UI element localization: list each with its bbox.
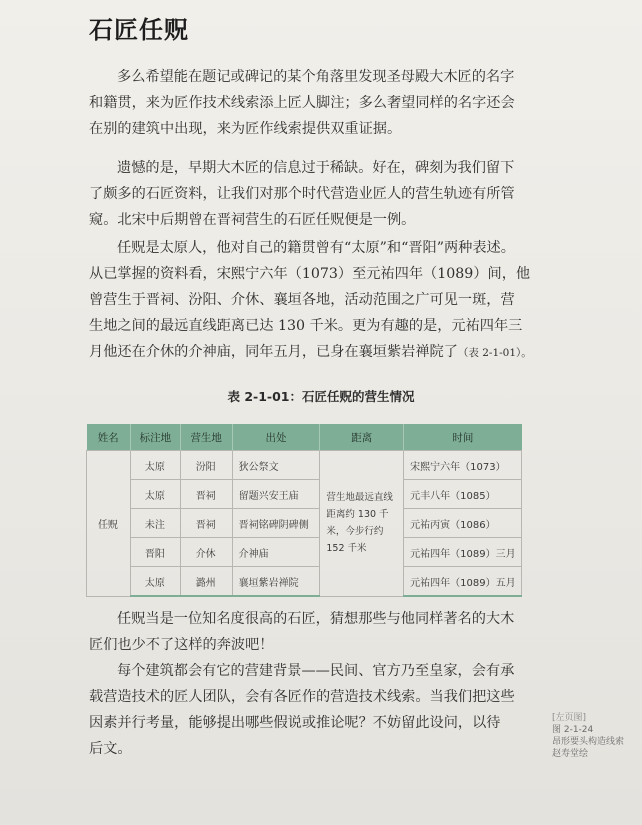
time-cell: 宋熙宁六年（1073） <box>404 451 522 480</box>
label-place-cell: 太原 <box>130 480 180 509</box>
work-place-cell: 汾阳 <box>180 451 232 480</box>
time-cell: 元祐四年（1089）五月 <box>404 567 522 597</box>
paragraph-line: 后文。 <box>89 741 132 757</box>
column-header: 姓名 <box>87 424 131 451</box>
time-cell: 元祐丙寅（1086） <box>404 509 522 538</box>
table-row <box>87 509 522 538</box>
name-cell: 任贶 <box>87 451 131 597</box>
figure-tag: [左页图] <box>552 713 587 723</box>
work-place-cell: 晋祠 <box>180 509 232 538</box>
paragraph-3 <box>89 235 537 366</box>
source-cell: 狄公祭文 <box>232 451 320 480</box>
figure-number: 图 2-1-24 <box>552 725 594 735</box>
label-place-cell: 太原 <box>130 567 180 597</box>
label-place-cell: 太原 <box>130 451 180 480</box>
paragraph-line: 任贶是太原人，他对自己的籍贯曾有“太原”和“晋阳”两种表述。 <box>117 240 515 256</box>
paragraph-line: 了颇多的石匠资料，让我们对那个时代营造业匠人的营生轨迹有所管 <box>89 186 515 202</box>
label-place-cell: 晋阳 <box>130 538 180 567</box>
source-cell: 襄垣紫岩禅院 <box>232 567 320 597</box>
table-row <box>87 538 522 567</box>
table-row <box>87 567 522 597</box>
paragraph-line: 多么希望能在题记或碑记的某个角落里发现圣母殿大木匠的名字 <box>117 69 515 85</box>
column-header: 出处 <box>232 424 320 451</box>
paragraph-line: 载营造技术的匠人团队，会有各匠作的营造技术线索。当我们把这些 <box>89 689 515 705</box>
time-cell: 元丰八年（1085） <box>404 480 522 509</box>
table-reference: （表 2-1-01）。 <box>457 347 532 359</box>
paragraph-line: 曾营生于晋祠、汾阳、介休、襄垣各地，活动范围之广可见一斑，营 <box>89 292 515 308</box>
column-header: 时间 <box>404 424 522 451</box>
paragraph-line: 因素并行考量，能够提出哪些假说或推论呢？不妨留此设问，以待 <box>89 715 501 731</box>
paragraph-line: 和籍贯，来为匠作技术线索添上匠人脚注；多么奢望同样的名字还会 <box>89 95 515 111</box>
work-place-cell: 介休 <box>180 538 232 567</box>
paragraph-line: 窥。北宋中后期曾在晋祠营生的石匠任贶便是一例。 <box>89 212 416 228</box>
table-title: 表 2-1-01：石匠任贶的营生情况 <box>227 389 415 404</box>
source-cell: 介神庙 <box>232 538 320 567</box>
paragraph-1 <box>89 64 537 142</box>
figure-title: 昂形要头构造线索 <box>552 737 625 747</box>
paragraph-line-text: 月他还在介休的介神庙，同年五月，已身在襄垣紫岩禅院了 <box>89 344 458 360</box>
work-place-cell: 晋祠 <box>180 480 232 509</box>
paragraph-line: 从已掌握的资料看，宋熙宁六年（1073）至元祐四年（1089）间，他 <box>89 266 531 282</box>
work-place-cell: 潞州 <box>180 567 232 597</box>
table-row <box>87 480 522 509</box>
paragraph-line: 匠们也少不了这样的奔波吧！ <box>89 637 274 653</box>
label-place-cell: 未注 <box>130 509 180 538</box>
paragraph-2 <box>89 155 537 233</box>
paragraph-line <box>89 339 537 366</box>
paragraph-line: 遗憾的是，早期大木匠的信息过于稀缺。好在，碑刻为我们留下 <box>117 160 515 176</box>
column-header: 标注地 <box>130 424 180 451</box>
table-header-row <box>87 424 522 451</box>
table-row <box>87 451 522 480</box>
paragraph-line: 生地之间的最远直线距离已达 130 千米。更为有趣的是，元祐四年三 <box>89 318 523 334</box>
paragraph-5 <box>89 658 537 762</box>
section-title: 石匠任贶 <box>89 16 189 44</box>
distance-cell: 营生地最远直线距离约 130 千米，今步行约 152 千米 <box>320 451 404 597</box>
time-cell: 元祐四年（1089）三月 <box>404 538 522 567</box>
figure-credit: 赵寿堂绘 <box>552 749 589 759</box>
paragraph-4 <box>89 606 537 658</box>
column-header: 距离 <box>320 424 404 451</box>
data-table <box>86 424 522 597</box>
paragraph-line: 在别的建筑中出现，来为匠作线索提供双重证据。 <box>89 121 402 137</box>
column-header: 营生地 <box>180 424 232 451</box>
paragraph-line: 每个建筑都会有它的营建背景——民间、官方乃至皇家，会有承 <box>117 663 515 679</box>
source-cell: 晋祠铭碑阴碑侧 <box>232 509 320 538</box>
figure-caption <box>552 712 642 760</box>
paragraph-line: 任贶当是一位知名度很高的石匠，猜想那些与他同样著名的大木 <box>117 611 515 627</box>
source-cell: 留题兴安王庙 <box>232 480 320 509</box>
